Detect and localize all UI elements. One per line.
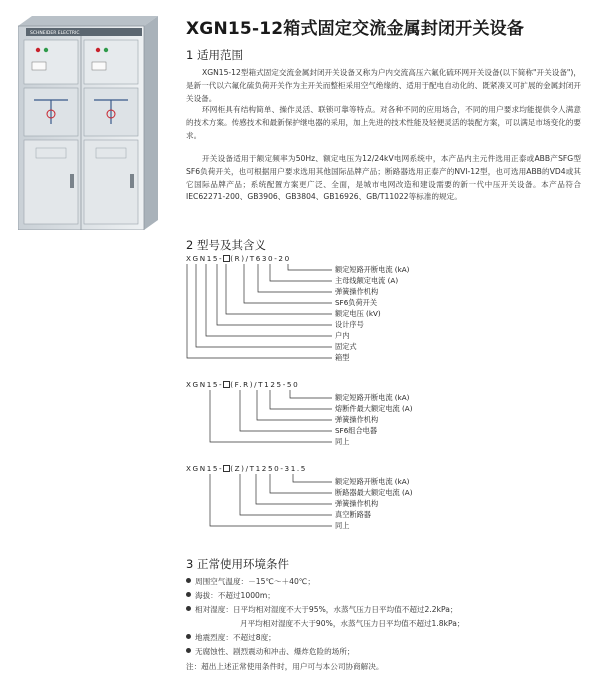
bullet-icon (186, 648, 191, 653)
code3-label: 断路器最大额定电流 (A) (335, 488, 413, 497)
code1-label: 弹簧操作机构 (335, 287, 379, 296)
condition-item: 海拔：不超过1000m； (186, 590, 275, 602)
code2-label: 熔断件最大额定电流 (A) (335, 404, 413, 413)
code1-label: 固定式 (335, 342, 357, 351)
code1-label: 户内 (335, 331, 350, 340)
model-code-1: XGN15- (R)/T630-20 (186, 254, 291, 263)
code2-label: 弹簧操作机构 (335, 415, 379, 424)
condition-item: 相对湿度：日平均相对湿度不大于95%，水蒸气压力日平均值不超过2.2kPa； (186, 604, 457, 616)
code1-label: 设计序号 (335, 320, 364, 329)
section-heading-model: 2 型号及其含义 (186, 238, 266, 252)
bullet-icon (186, 592, 191, 597)
condition-item: 周围空气温度：－15℃～＋40℃； (186, 576, 315, 588)
code2-label: 额定短路开断电流 (kA) (335, 393, 410, 402)
code3-label: 同上 (335, 521, 350, 530)
model-code-2: XGN15- (F.R)/T125-50 (186, 380, 300, 389)
bullet-icon (186, 634, 191, 639)
code1-label: 箱型 (335, 353, 350, 362)
code3-label: 弹簧操作机构 (335, 499, 379, 508)
code2-label: SF6组合电器 (335, 426, 378, 435)
code1-label: SF6负荷开关 (335, 298, 378, 307)
section-heading-scope: 1 适用范围 (186, 48, 243, 62)
code1-label: 主母线额定电流 (A) (335, 276, 399, 285)
code3-label: 真空断路器 (335, 510, 371, 519)
code3-label: 额定短路开断电流 (kA) (335, 477, 410, 486)
bullet-icon (186, 578, 191, 583)
cabinet-brand-text: SCHNEIDER ELECTRIC (30, 31, 80, 36)
code2-label: 同上 (335, 437, 350, 446)
bullet-icon (186, 606, 191, 611)
condition-item: 无腐蚀性、剧烈震动和冲击、爆炸危险的场所； (186, 646, 354, 658)
model-code-3: XGN15- (Z)/T1250-31.5 (186, 464, 307, 473)
page-title: XGN15-12箱式固定交流金属封闭开关设备 (186, 19, 525, 39)
scope-paragraph-1: XGN15-12型箱式固定交流金属封闭开关设备又称为户内交流高压六氟化硫环网开关设备(以下简称"开关设备")，是新一代以六氟化硫负荷开关作为主开关而整柜采用空气绝缘的、适用于配电自动化的、既紧凑又可扩展的金属封闭开关设备。 (186, 68, 581, 103)
condition-item: 地震烈度：不超过8度； (186, 632, 276, 644)
switchgear-cabinet-image (18, 14, 158, 230)
scope-paragraph-2: 环网柜具有结构简单、操作灵活、联锁可靠等特点。对各种不同的应用场合，不同的用户要求均能提供令人满意的技术方案。传感技术和最新保护继电器的采用，加上先进的技术性能及轻便灵活的装配方案，可以满足市场变化的要求。 (186, 105, 581, 140)
scope-paragraph-3: 开关设备适用于额定频率为50Hz、额定电压为12/24kV电网系统中，本产品内主元件选用正泰或ABB产SFG型SF6负荷开关，也可根据用户要求选用其他国际品牌产品；断路器选用正泰产的NVI-12型，也可选用ABB的VD4或其它国际品牌产品；系统配置方案更广泛、全面，是城市电网改造和建设需要的新一代中压开关设备。本产品符合IEC62271-200、GB3906、GB3804、GB16926、GB/T11022等标准的规定。 (186, 154, 581, 202)
code1-label: 额定电压 (kV) (335, 309, 381, 318)
code1-label: 额定短路开断电流 (kA) (335, 265, 410, 274)
section-heading-environment: 3 正常使用环境条件 (186, 557, 289, 571)
condition-item: 月平均相对湿度不大于90%，水蒸气压力日平均值不超过1.8kPa； (240, 619, 465, 628)
condition-note: 注：超出上述正常使用条件时，用户可与本公司协商解决。 (186, 662, 384, 671)
